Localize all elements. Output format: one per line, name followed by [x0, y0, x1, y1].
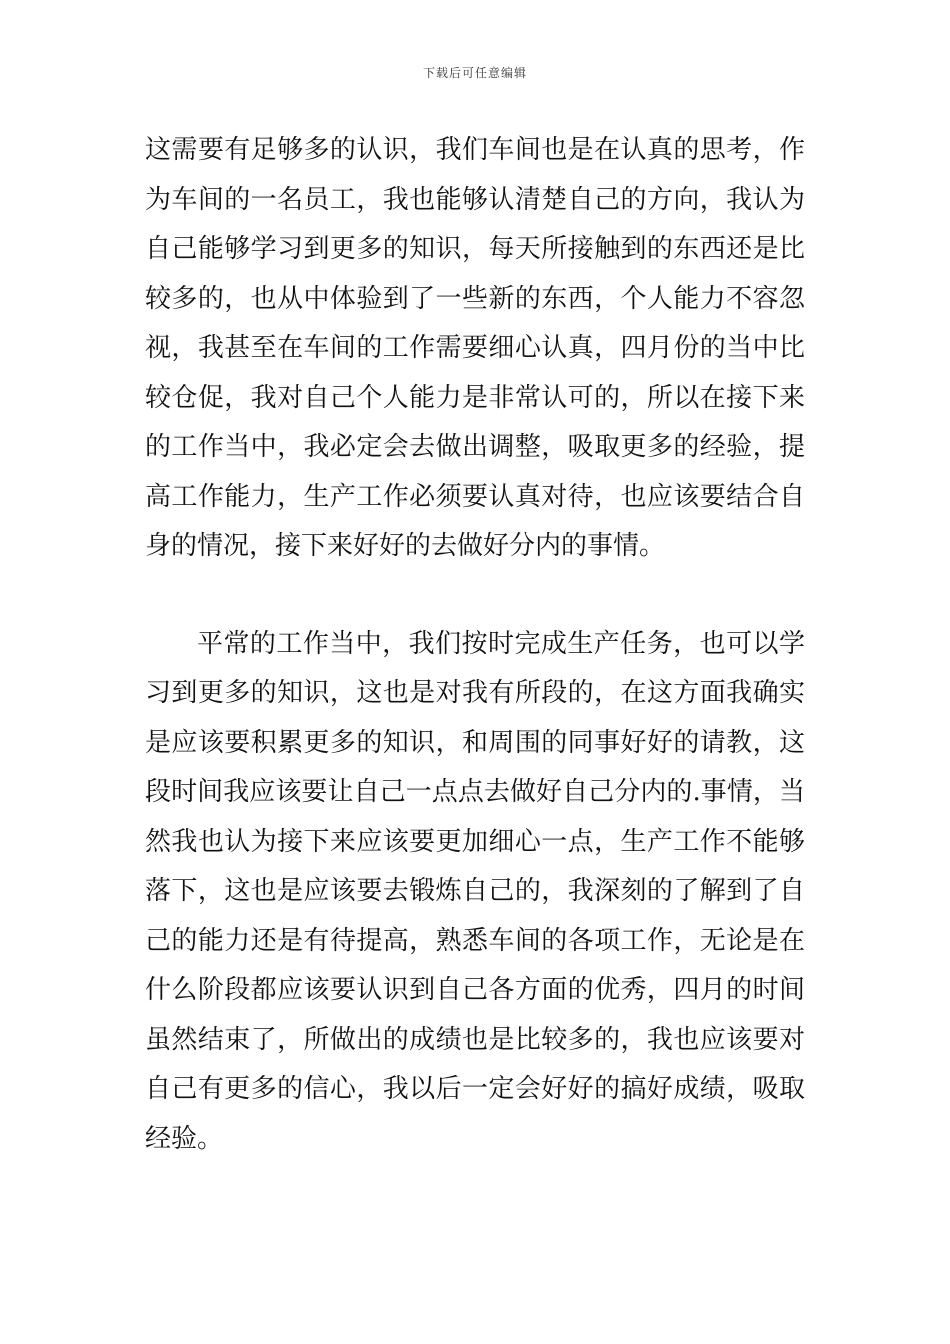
document-body [145, 126, 805, 1164]
paragraph-line: 自己有更多的信心，我以后一定会好好的搞好成绩，吸取 [145, 1074, 805, 1104]
paragraph-line: 较多的，也从中体验到了一些新的东西，个人能力不容忽 [145, 283, 805, 314]
paragraph-line: 经验。 [145, 1123, 224, 1154]
paragraph-line: 自己能够学习到更多的知识，每天所接触到的东西还是比 [145, 234, 805, 264]
paragraph-line: 虽然结束了，所做出的成绩也是比较多的，我也应该要对 [145, 1024, 805, 1055]
paragraph-line: 视，我甚至在车间的工作需要细心认真，四月份的当中比 [145, 333, 805, 363]
paragraph-line: 落下，这也是应该要去锻炼自己的，我深刻的了解到了自 [145, 876, 805, 906]
paragraph-line: 然我也认为接下来应该要更加细心一点，生产工作不能够 [145, 826, 805, 857]
paragraph-line: 身的情况，接下来好好的去做好分内的事情。 [145, 531, 666, 561]
paragraph-line: 为车间的一名员工，我也能够认清楚自己的方向，我认为 [145, 184, 805, 215]
paragraph-spacer [145, 572, 805, 620]
paragraph-line: 习到更多的知识，这也是对我有所段的，在这方面我确实 [145, 678, 805, 708]
page-header: 下载后可任意编辑 [422, 66, 527, 80]
paragraph-line: 这需要有足够多的认识，我们车间也是在认真的思考，作 [145, 135, 805, 165]
paragraph-2 [145, 620, 805, 1165]
paragraph-line: 什么阶段都应该要认识到自己各方面的优秀，四月的时间 [145, 975, 805, 1005]
paragraph-line: 段时间我应该要让自己一点点去做好自己分内的.事情，当 [145, 777, 805, 807]
paragraph-line: 高工作能力，生产工作必须要认真对待，也应该要结合自 [145, 481, 805, 512]
paragraph-line: 己的能力还是有待提高，熟悉车间的各项工作，无论是在 [145, 925, 805, 956]
paragraph-1 [145, 126, 805, 572]
paragraph-line: 平常的工作当中，我们按时完成生产任务，也可以学 [197, 628, 805, 659]
paragraph-line: 的工作当中，我必定会去做出调整，吸取更多的经验，提 [145, 432, 805, 462]
paragraph-line: 较仓促，我对自己个人能力是非常认可的，所以在接下来 [145, 382, 805, 413]
paragraph-line: 是应该要积累更多的知识，和周围的同事好好的请教，这 [145, 727, 805, 758]
